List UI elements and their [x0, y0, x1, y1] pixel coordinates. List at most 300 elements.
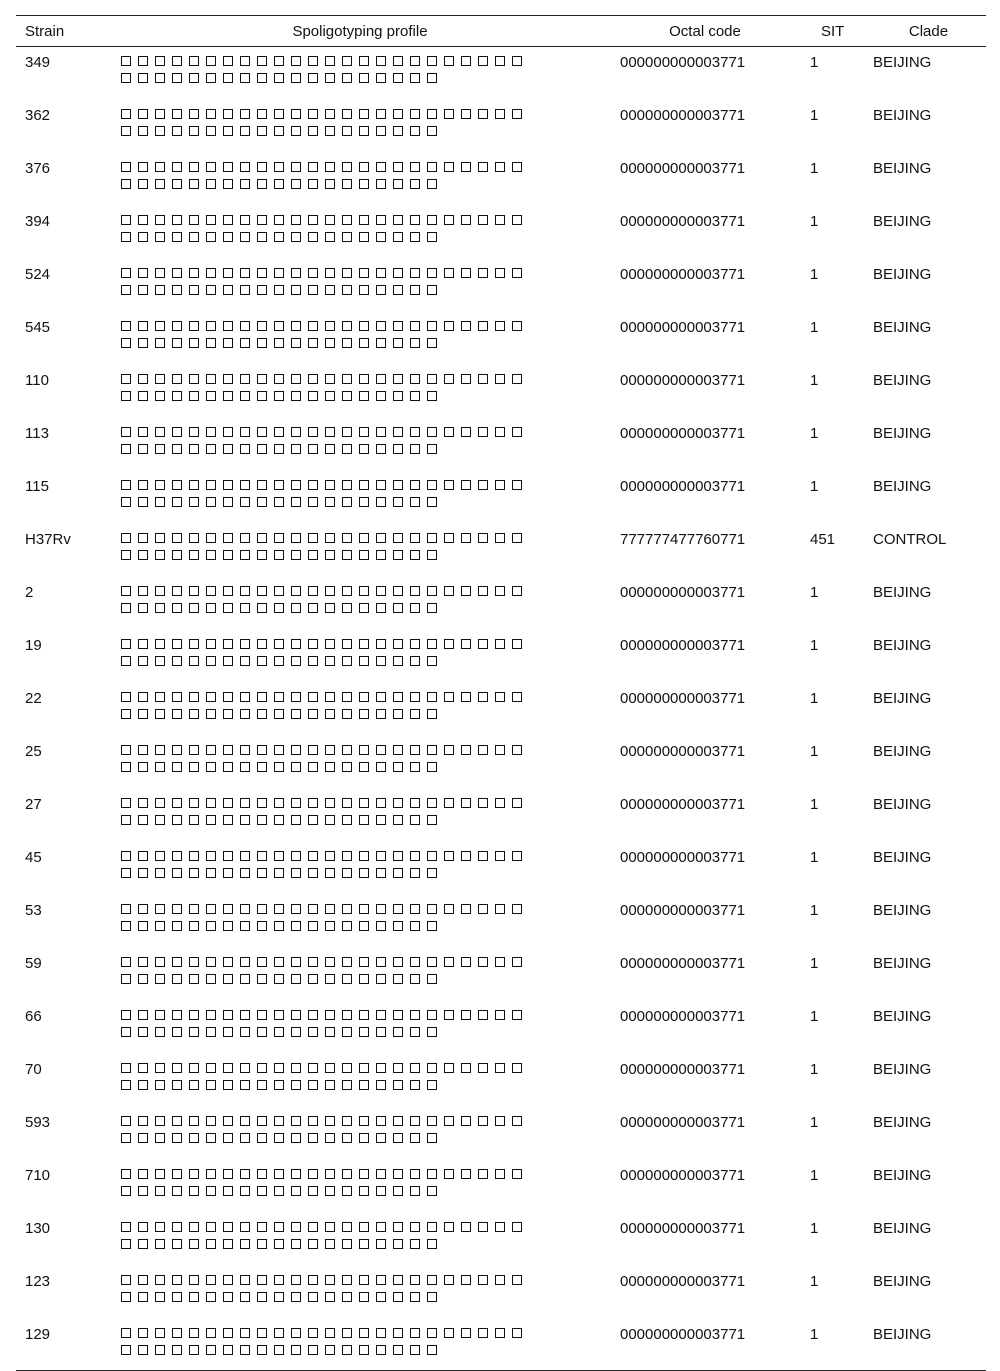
spacer-box-icon: [512, 215, 522, 225]
spacer-box-icon: [393, 745, 403, 755]
spoligotype-profile-cell: [111, 100, 609, 153]
spacer-box-icon: [342, 1027, 352, 1037]
spacer-box-line: [121, 179, 609, 192]
spacer-box-icon: [189, 851, 199, 861]
spacer-box-icon: [138, 56, 148, 66]
spacer-box-icon: [206, 285, 216, 295]
octal-code-cell: 000000000003771: [620, 743, 746, 760]
spacer-box-icon: [308, 427, 318, 437]
spacer-box-icon: [478, 1169, 488, 1179]
spacer-box-icon: [359, 109, 369, 119]
spacer-box-icon: [240, 126, 250, 136]
spacer-box-icon: [427, 497, 437, 507]
spacer-box-icon: [155, 268, 165, 278]
spacer-box-icon: [410, 1080, 420, 1090]
spacer-box-icon: [138, 639, 148, 649]
octal-code-cell: 000000000003771: [620, 1273, 746, 1290]
octal-code-cell: 000000000003771: [620, 478, 746, 495]
spacer-box-icon: [393, 1116, 403, 1126]
spacer-box-icon: [138, 709, 148, 719]
spacer-box-icon: [444, 268, 454, 278]
spacer-box-icon: [274, 215, 284, 225]
spacer-box-icon: [240, 1222, 250, 1232]
spacer-box-icon: [189, 56, 199, 66]
octal-code-cell: 000000000003771: [620, 796, 746, 813]
spacer-box-icon: [512, 798, 522, 808]
spacer-box-icon: [121, 868, 131, 878]
clade-cell: BEIJING: [873, 637, 932, 654]
spacer-box-icon: [223, 1063, 233, 1073]
spacer-box-icon: [393, 1063, 403, 1073]
spacer-box-icon: [121, 215, 131, 225]
table-row: [16, 577, 986, 630]
spacer-box-icon: [206, 427, 216, 437]
spacer-box-icon: [257, 1027, 267, 1037]
spacer-box-icon: [393, 692, 403, 702]
spacer-box-icon: [478, 798, 488, 808]
spacer-box-icon: [206, 1222, 216, 1232]
spacer-box-icon: [274, 1010, 284, 1020]
spacer-box-icon: [512, 586, 522, 596]
spacer-box-icon: [274, 639, 284, 649]
strain-cell: 123: [25, 1273, 51, 1290]
spacer-box-icon: [155, 444, 165, 454]
spacer-box-icon: [359, 338, 369, 348]
spacer-box-icon: [427, 179, 437, 189]
spacer-box-icon: [172, 268, 182, 278]
spacer-box-icon: [376, 762, 386, 772]
spacer-box-icon: [172, 1275, 182, 1285]
spacer-box-icon: [206, 586, 216, 596]
spacer-box-icon: [206, 815, 216, 825]
spacer-box-icon: [257, 1063, 267, 1073]
spacer-box-icon: [444, 1010, 454, 1020]
spacer-box-icon: [155, 762, 165, 772]
spacer-box-icon: [342, 56, 352, 66]
octal-code-cell: 000000000003771: [620, 849, 746, 866]
spacer-box-icon: [444, 798, 454, 808]
spacer-box-icon: [257, 391, 267, 401]
spacer-box-icon: [172, 851, 182, 861]
spacer-box-icon: [393, 762, 403, 772]
spacer-box-icon: [376, 586, 386, 596]
spacer-box-line: [121, 1169, 609, 1182]
spacer-box-icon: [155, 497, 165, 507]
spacer-box-icon: [291, 656, 301, 666]
octal-code-cell: 000000000003771: [620, 584, 746, 601]
spacer-box-icon: [495, 321, 505, 331]
spacer-box-icon: [155, 1275, 165, 1285]
spacer-box-icon: [342, 126, 352, 136]
spacer-box-icon: [410, 321, 420, 331]
spacer-box-icon: [478, 56, 488, 66]
spoligotype-profile-cell: [111, 1107, 609, 1160]
spacer-box-icon: [410, 497, 420, 507]
spacer-box-icon: [274, 603, 284, 613]
spacer-box-icon: [427, 815, 437, 825]
spacer-box-line: [121, 374, 609, 387]
spacer-box-icon: [138, 957, 148, 967]
spacer-box-line: [121, 745, 609, 758]
octal-code-cell: 000000000003771: [620, 266, 746, 283]
spacer-box-icon: [512, 692, 522, 702]
spacer-box-icon: [342, 338, 352, 348]
spacer-box-icon: [359, 1080, 369, 1090]
spacer-box-icon: [291, 1116, 301, 1126]
spacer-box-icon: [172, 1328, 182, 1338]
spacer-box-icon: [223, 1010, 233, 1020]
spacer-box-icon: [223, 798, 233, 808]
spacer-box-icon: [240, 1169, 250, 1179]
spacer-box-icon: [155, 480, 165, 490]
octal-code-cell: 000000000003771: [620, 160, 746, 177]
spacer-box-icon: [223, 639, 233, 649]
spacer-box-icon: [308, 974, 318, 984]
spacer-box-icon: [121, 427, 131, 437]
spacer-box-icon: [223, 232, 233, 242]
spacer-box-icon: [223, 444, 233, 454]
spacer-box-icon: [325, 338, 335, 348]
spacer-box-icon: [291, 427, 301, 437]
spacer-box-icon: [121, 321, 131, 331]
spacer-box-icon: [206, 709, 216, 719]
spacer-box-icon: [274, 1133, 284, 1143]
spacer-box-icon: [359, 709, 369, 719]
spacer-box-icon: [138, 868, 148, 878]
spacer-box-icon: [189, 109, 199, 119]
spacer-box-icon: [393, 391, 403, 401]
spacer-box-icon: [376, 444, 386, 454]
spacer-box-icon: [138, 497, 148, 507]
spacer-box-icon: [172, 56, 182, 66]
spacer-box-icon: [257, 921, 267, 931]
spacer-box-icon: [172, 656, 182, 666]
spacer-box-icon: [359, 321, 369, 331]
spacer-box-icon: [121, 497, 131, 507]
spacer-box-icon: [257, 868, 267, 878]
spacer-box-icon: [427, 268, 437, 278]
spacer-box-icon: [461, 162, 471, 172]
spacer-box-icon: [495, 586, 505, 596]
sit-cell: 1: [810, 1220, 819, 1237]
spacer-box-icon: [121, 268, 131, 278]
spacer-box-line: [121, 338, 609, 351]
spacer-box-line: [121, 868, 609, 881]
spacer-box-icon: [342, 427, 352, 437]
spacer-box-icon: [138, 921, 148, 931]
spacer-box-icon: [223, 709, 233, 719]
spacer-box-icon: [444, 957, 454, 967]
spacer-box-icon: [376, 957, 386, 967]
strain-cell: 45: [25, 849, 42, 866]
spacer-box-icon: [257, 56, 267, 66]
spacer-box-icon: [325, 1063, 335, 1073]
spacer-box-line: [121, 1292, 609, 1305]
spacer-box-icon: [325, 851, 335, 861]
spacer-box-icon: [274, 232, 284, 242]
spacer-box-icon: [206, 1292, 216, 1302]
spacer-box-icon: [206, 1169, 216, 1179]
spacer-box-icon: [410, 798, 420, 808]
spacer-box-icon: [291, 73, 301, 83]
clade-cell: BEIJING: [873, 584, 932, 601]
spacer-box-icon: [172, 427, 182, 437]
spacer-box-icon: [155, 709, 165, 719]
spacer-box-icon: [189, 126, 199, 136]
spacer-box-icon: [410, 444, 420, 454]
spacer-box-icon: [121, 656, 131, 666]
table-row: [16, 736, 986, 789]
spacer-box-icon: [257, 480, 267, 490]
spacer-box-icon: [325, 391, 335, 401]
spacer-box-icon: [308, 391, 318, 401]
spacer-box-icon: [461, 268, 471, 278]
spacer-box-icon: [223, 1133, 233, 1143]
spacer-box-icon: [427, 1328, 437, 1338]
spacer-box-icon: [121, 374, 131, 384]
spacer-box-icon: [478, 1328, 488, 1338]
spacer-box-icon: [427, 73, 437, 83]
spacer-box-icon: [325, 815, 335, 825]
clade-cell: BEIJING: [873, 1114, 932, 1131]
table-row: [16, 418, 986, 471]
spacer-box-icon: [495, 639, 505, 649]
spacer-box-line: [121, 1010, 609, 1023]
spacer-box-icon: [308, 656, 318, 666]
spacer-box-icon: [342, 480, 352, 490]
spacer-box-icon: [376, 1010, 386, 1020]
spacer-box-icon: [376, 497, 386, 507]
spacer-box-icon: [291, 444, 301, 454]
spacer-box-icon: [223, 1292, 233, 1302]
spacer-box-icon: [495, 692, 505, 702]
spacer-box-line: [121, 391, 609, 404]
spacer-box-icon: [427, 1169, 437, 1179]
spacer-box-icon: [376, 215, 386, 225]
spoligotype-profile-cell: [111, 153, 609, 206]
spacer-box-line: [121, 550, 609, 563]
spacer-box-icon: [121, 444, 131, 454]
spacer-box-icon: [359, 1328, 369, 1338]
spacer-box-icon: [410, 162, 420, 172]
spacer-box-icon: [138, 162, 148, 172]
table-row: [16, 259, 986, 312]
spacer-box-icon: [495, 904, 505, 914]
spacer-box-icon: [427, 798, 437, 808]
spacer-box-icon: [240, 1186, 250, 1196]
spacer-box-icon: [291, 162, 301, 172]
spacer-box-icon: [342, 1275, 352, 1285]
spacer-box-line: [121, 1275, 609, 1288]
spacer-box-icon: [308, 603, 318, 613]
spacer-box-icon: [308, 56, 318, 66]
spacer-box-icon: [189, 1133, 199, 1143]
spacer-box-icon: [206, 974, 216, 984]
spacer-box-icon: [461, 427, 471, 437]
spacer-box-icon: [291, 550, 301, 560]
spacer-box-icon: [172, 815, 182, 825]
spacer-box-icon: [410, 1010, 420, 1020]
clade-cell: BEIJING: [873, 1326, 932, 1343]
spacer-box-icon: [410, 215, 420, 225]
spacer-box-icon: [291, 1292, 301, 1302]
spacer-box-icon: [274, 285, 284, 295]
spacer-box-icon: [240, 1345, 250, 1355]
octal-code-cell: 000000000003771: [620, 690, 746, 707]
spacer-box-icon: [427, 745, 437, 755]
spacer-box-icon: [427, 709, 437, 719]
spacer-box-icon: [121, 1116, 131, 1126]
spacer-box-line: [121, 921, 609, 934]
spacer-box-icon: [427, 215, 437, 225]
spacer-box-icon: [376, 268, 386, 278]
spacer-box-icon: [223, 73, 233, 83]
spacer-box-icon: [376, 550, 386, 560]
spacer-box-line: [121, 126, 609, 139]
spacer-box-icon: [495, 1010, 505, 1020]
clade-cell: BEIJING: [873, 1008, 932, 1025]
spacer-box-icon: [138, 73, 148, 83]
spacer-box-icon: [138, 1239, 148, 1249]
spacer-box-icon: [359, 1116, 369, 1126]
spacer-box-icon: [325, 603, 335, 613]
spacer-box-icon: [257, 639, 267, 649]
spacer-box-icon: [325, 1239, 335, 1249]
spacer-box-icon: [291, 1239, 301, 1249]
clade-cell: BEIJING: [873, 1061, 932, 1078]
spacer-box-icon: [206, 533, 216, 543]
spacer-box-icon: [138, 268, 148, 278]
spacer-box-icon: [155, 904, 165, 914]
spacer-box-icon: [206, 957, 216, 967]
spacer-box-icon: [172, 480, 182, 490]
spacer-box-icon: [325, 73, 335, 83]
sit-cell: 1: [810, 1114, 819, 1131]
spacer-box-icon: [274, 1116, 284, 1126]
spacer-box-icon: [512, 1275, 522, 1285]
spacer-box-icon: [308, 232, 318, 242]
spacer-box-icon: [376, 109, 386, 119]
spacer-box-icon: [376, 1292, 386, 1302]
spacer-box-icon: [291, 586, 301, 596]
spacer-box-icon: [257, 126, 267, 136]
spacer-box-icon: [393, 1169, 403, 1179]
spacer-box-icon: [206, 444, 216, 454]
spacer-box-line: [121, 709, 609, 722]
table-header-row: [16, 16, 986, 47]
octal-code-cell: 000000000003771: [620, 372, 746, 389]
spacer-box-icon: [138, 550, 148, 560]
spacer-box-icon: [240, 391, 250, 401]
header-strain: Strain: [25, 22, 65, 40]
spacer-box-icon: [512, 1063, 522, 1073]
spacer-box-icon: [342, 851, 352, 861]
spacer-box-icon: [393, 1345, 403, 1355]
spacer-box-icon: [291, 1345, 301, 1355]
spacer-box-icon: [155, 232, 165, 242]
clade-cell: BEIJING: [873, 425, 932, 442]
spacer-box-icon: [257, 1292, 267, 1302]
spacer-box-line: [121, 815, 609, 828]
spacer-box-icon: [155, 1345, 165, 1355]
spacer-box-icon: [155, 1292, 165, 1302]
spacer-box-icon: [240, 497, 250, 507]
spacer-box-icon: [291, 215, 301, 225]
spacer-box-line: [121, 1063, 609, 1076]
spacer-box-icon: [342, 179, 352, 189]
spacer-box-icon: [240, 656, 250, 666]
spacer-box-icon: [359, 179, 369, 189]
spacer-box-icon: [325, 321, 335, 331]
spacer-box-icon: [206, 338, 216, 348]
spacer-box-icon: [359, 285, 369, 295]
spacer-box-icon: [240, 321, 250, 331]
spacer-box-icon: [359, 1169, 369, 1179]
spacer-box-icon: [376, 868, 386, 878]
spacer-box-icon: [410, 1116, 420, 1126]
spacer-box-icon: [223, 162, 233, 172]
spacer-box-icon: [223, 1275, 233, 1285]
spacer-box-icon: [427, 1275, 437, 1285]
spacer-box-icon: [393, 1010, 403, 1020]
spacer-box-icon: [189, 1080, 199, 1090]
spacer-box-icon: [274, 268, 284, 278]
octal-code-cell: 000000000003771: [620, 1114, 746, 1131]
spacer-box-icon: [291, 709, 301, 719]
spacer-box-icon: [172, 1010, 182, 1020]
spacer-box-icon: [308, 1080, 318, 1090]
spacer-box-icon: [274, 957, 284, 967]
spacer-box-icon: [359, 904, 369, 914]
spacer-box-icon: [376, 1027, 386, 1037]
spacer-box-icon: [257, 692, 267, 702]
spacer-box-icon: [308, 321, 318, 331]
spacer-box-icon: [478, 1010, 488, 1020]
spacer-box-icon: [410, 126, 420, 136]
spacer-box-icon: [393, 215, 403, 225]
spacer-box-icon: [376, 533, 386, 543]
spoligotype-profile-cell: [111, 47, 609, 101]
spacer-box-icon: [342, 1080, 352, 1090]
spacer-box-icon: [308, 550, 318, 560]
spacer-box-icon: [461, 480, 471, 490]
spacer-box-icon: [155, 338, 165, 348]
table-row: [16, 630, 986, 683]
spacer-box-icon: [172, 391, 182, 401]
clade-cell: BEIJING: [873, 107, 932, 124]
spacer-box-icon: [444, 321, 454, 331]
spacer-box-icon: [291, 868, 301, 878]
spacer-box-icon: [393, 497, 403, 507]
strain-cell: H37Rv: [25, 531, 71, 548]
octal-code-cell: 000000000003771: [620, 107, 746, 124]
spacer-box-icon: [189, 868, 199, 878]
spacer-box-icon: [121, 480, 131, 490]
spacer-box-icon: [393, 1080, 403, 1090]
spacer-box-icon: [427, 921, 437, 931]
spoligotyping-table: [16, 15, 986, 1371]
spacer-box-icon: [206, 1345, 216, 1355]
strain-cell: 376: [25, 160, 51, 177]
spacer-box-icon: [240, 586, 250, 596]
spacer-box-icon: [172, 1133, 182, 1143]
spacer-box-line: [121, 586, 609, 599]
spacer-box-icon: [427, 1080, 437, 1090]
spacer-box-icon: [189, 1186, 199, 1196]
spacer-box-icon: [240, 639, 250, 649]
spacer-box-icon: [189, 480, 199, 490]
spacer-box-icon: [223, 391, 233, 401]
